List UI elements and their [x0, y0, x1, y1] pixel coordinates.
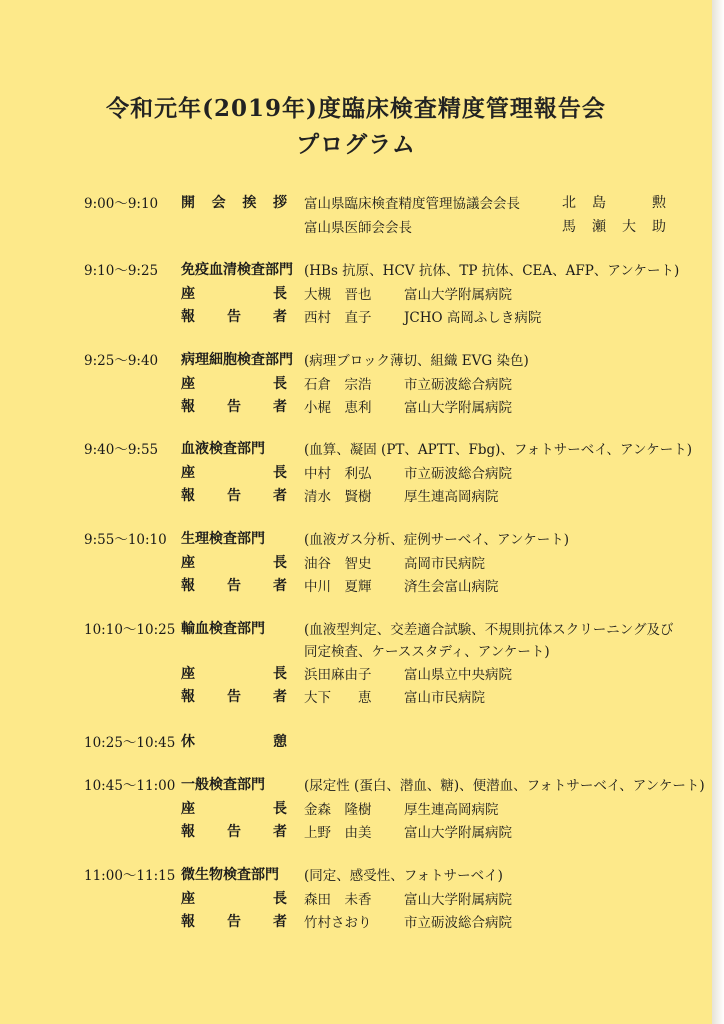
reporter-name: 小梶 恵利: [304, 400, 372, 416]
document-title: 令和元年(2019年)度臨床検査精度管理報告会: [106, 95, 606, 122]
document-subtitle: プログラム: [296, 131, 416, 158]
chair-label: 座長: [181, 286, 287, 302]
session-time: 11:00～11:15: [84, 868, 176, 884]
reporter-name: 中川 夏輝: [304, 579, 372, 595]
reporter-name: 上野 由美: [304, 825, 372, 841]
speaker-name: 北島 勲: [562, 195, 666, 211]
chair-label: 座長: [181, 891, 287, 907]
reporter-institution: 市立砺波総合病院: [404, 915, 512, 931]
chair-name: 石倉 宗浩: [304, 377, 372, 393]
chair-label: 座長: [181, 555, 287, 571]
chair-name: 浜田麻由子: [304, 667, 372, 683]
session-time: 9:10～9:25: [84, 263, 159, 279]
session-time: 9:40～9:55: [84, 442, 159, 458]
reporter-institution: JCHO 高岡ふしき病院: [404, 310, 542, 326]
reporter-name: 大下 恵: [304, 690, 372, 706]
chair-label: 座長: [181, 666, 287, 682]
session-time: 9:55～10:10: [84, 532, 167, 548]
page-edge: [712, 0, 724, 1024]
chair-institution: 厚生連高岡病院: [404, 802, 499, 818]
session-detail: (尿定性 (蛋白、潜血、糖)、便潜血、フォトサーベイ、アンケート): [304, 778, 705, 794]
chair-institution: 高岡市民病院: [404, 556, 485, 572]
department-name: 血液検査部門: [181, 441, 265, 457]
chair-label: 座長: [181, 801, 287, 817]
reporter-label: 報告者: [181, 914, 287, 930]
session-detail: (血液ガス分析、症例サーベイ、アンケート): [304, 532, 570, 548]
department-name: 一般検査部門: [181, 777, 265, 793]
chair-institution: 市立砺波総合病院: [404, 377, 512, 393]
session-detail-continued: 同定検査、ケーススタディ、アンケート): [304, 644, 550, 660]
department-name: 病理細胞検査部門: [181, 352, 293, 368]
reporter-label: 報告者: [181, 578, 287, 594]
session-label: 開会挨拶: [181, 195, 287, 211]
chair-name: 油谷 智史: [304, 556, 372, 572]
chair-name: 森田 未香: [304, 892, 372, 908]
reporter-label: 報告者: [181, 824, 287, 840]
reporter-label: 報告者: [181, 309, 287, 325]
chair-label: 座長: [181, 465, 287, 481]
reporter-name: 西村 直子: [304, 310, 372, 326]
department-name: 輸血検査部門: [181, 621, 265, 637]
reporter-name: 竹村さおり: [304, 915, 372, 931]
reporter-label: 報告者: [181, 399, 287, 415]
reporter-institution: 済生会富山病院: [404, 579, 499, 595]
reporter-institution: 富山市民病院: [404, 690, 485, 706]
session-detail: (HBs 抗原、HCV 抗体、TP 抗体、CEA、AFP、アンケート): [304, 263, 680, 279]
chair-name: 金森 隆樹: [304, 802, 372, 818]
reporter-institution: 富山大学附属病院: [404, 400, 512, 416]
session-detail: (同定、感受性、フォトサーベイ): [304, 868, 503, 884]
department-name: 免疫血清検査部門: [181, 262, 293, 278]
department-name: 生理検査部門: [181, 531, 265, 547]
reporter-name: 清水 賢樹: [304, 489, 372, 505]
session-detail: (病理ブロック薄切、組織 EVG 染色): [304, 353, 529, 369]
reporter-institution: 厚生連高岡病院: [404, 489, 499, 505]
session-time: 10:45～11:00: [84, 778, 176, 794]
speaker-name: 馬瀬大助: [562, 219, 666, 235]
chair-name: 大槻 晋也: [304, 287, 372, 303]
break-label: 休憩: [181, 734, 287, 750]
speaker-org: 富山県臨床検査精度管理協議会会長: [304, 196, 520, 212]
reporter-institution: 富山大学附属病院: [404, 825, 512, 841]
department-name: 微生物検査部門: [181, 867, 279, 883]
session-detail: (血液型判定、交差適合試験、不規則抗体スクリーニング及び: [304, 622, 674, 638]
session-detail: (血算、凝固 (PT、APTT、Fbg)、フォトサーベイ、アンケート): [304, 442, 692, 458]
session-time: 10:10～10:25: [84, 622, 176, 638]
chair-institution: 富山大学附属病院: [404, 287, 512, 303]
chair-name: 中村 利弘: [304, 466, 372, 482]
chair-institution: 富山大学附属病院: [404, 892, 512, 908]
chair-institution: 市立砺波総合病院: [404, 466, 512, 482]
chair-label: 座長: [181, 376, 287, 392]
reporter-label: 報告者: [181, 488, 287, 504]
chair-institution: 富山県立中央病院: [404, 667, 512, 683]
break-time: 10:25～10:45: [84, 735, 176, 751]
reporter-label: 報告者: [181, 689, 287, 705]
session-time: 9:25～9:40: [84, 353, 159, 369]
session-time: 9:00～9:10: [84, 196, 159, 212]
speaker-org: 富山県医師会会長: [304, 220, 412, 236]
